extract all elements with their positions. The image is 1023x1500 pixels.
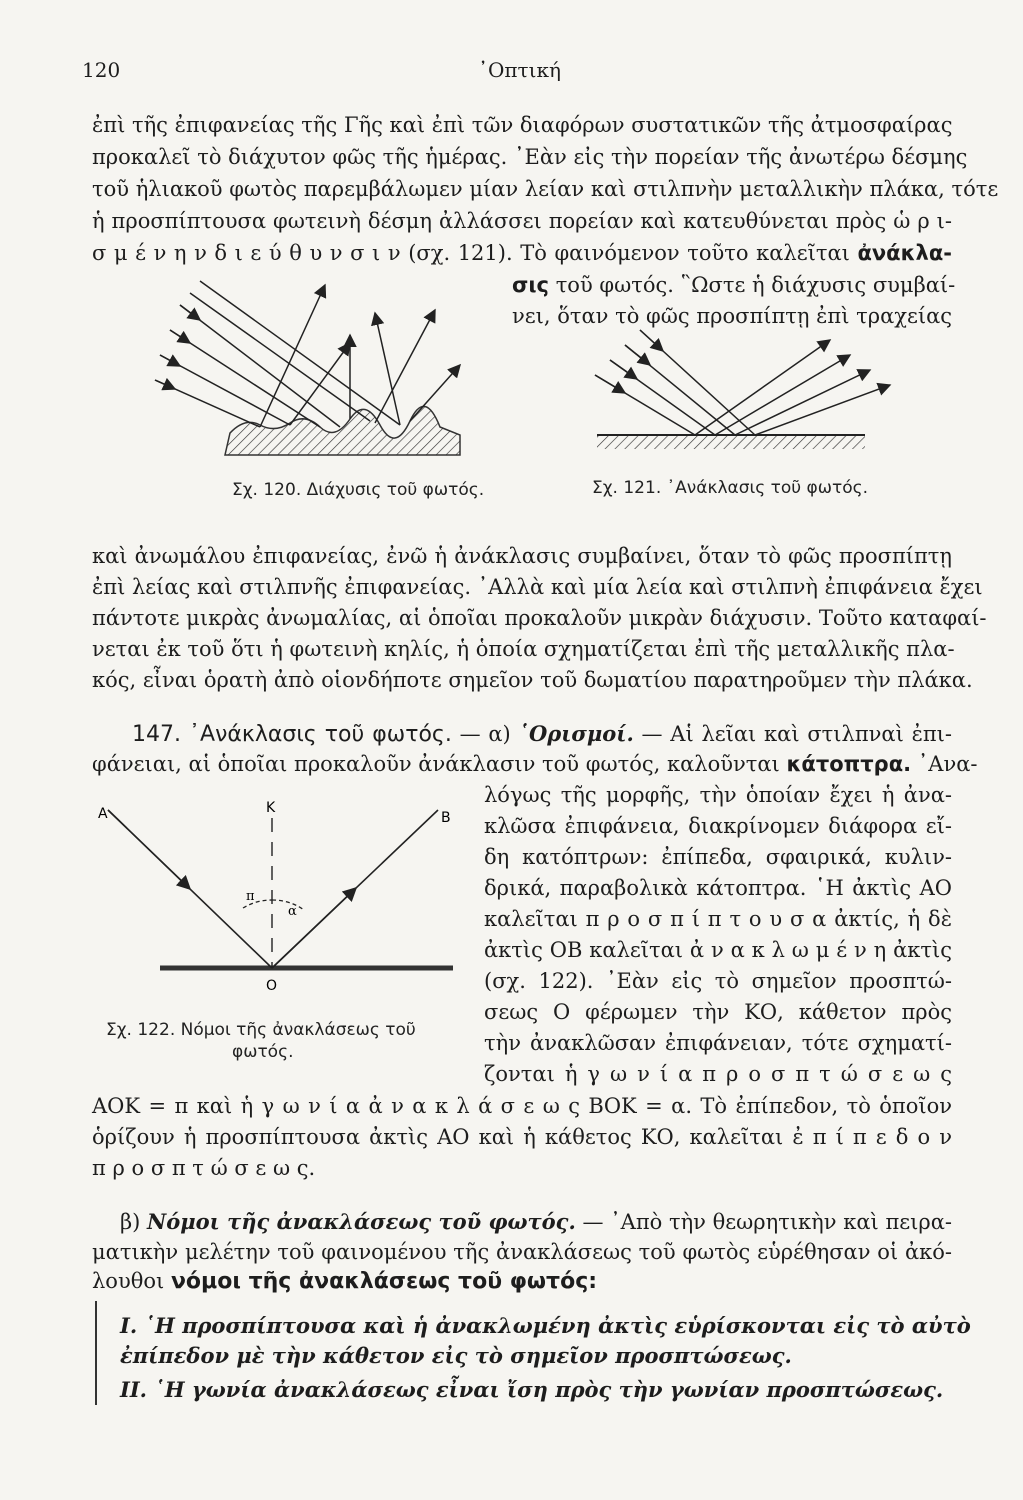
text-line: τὴν ἀνακλῶσαν ἐπιφάνειαν, τότε σχηματί- xyxy=(484,1031,952,1055)
spaced-phrase: σ μ έ ν η ν δ ι ε ύ θ υ ν σ ι ν xyxy=(92,241,401,265)
label-alpha: α xyxy=(288,904,297,919)
spaced-phrase: π ρ ο σ π ί π τ ο υ σ α xyxy=(585,907,827,931)
figure-122-caption: Σχ. 122. Νόμοι τῆς ἀνακλάσεως τοῦ xyxy=(106,1020,416,1040)
text-fragment: τοῦ φωτός. ῝Ωστε ἡ διάχυσις συμβαί- xyxy=(555,273,956,297)
text-line: προκαλεῖ τὸ διάχυτον φῶς τῆς ἡμέρας. ᾿Εὰν εἰς τὴν πορείαν τῆς ἀνωτέρω δέσμης xyxy=(92,145,968,169)
figure-ref: (σχ. 121). xyxy=(408,241,513,265)
rough-surface xyxy=(225,406,460,455)
text-fragment: ᾿Ανα- xyxy=(917,752,978,776)
text-line: ἡ προσπίπτουσα φωτεινὴ δέσμη ἀλλάσσει πορείαν καὶ κατευθύνεται πρὸς ὡ ρ ι- xyxy=(92,209,952,233)
text-line: ματικὴν μελέτην τοῦ φαινομένου τῆς ἀνακλάσεως τοῦ φωτὸς εὑρέθησαν οἱ ἀκό- xyxy=(92,1240,952,1264)
text-fragment: — ᾿Απὸ τὴν θεωρητικὴν καὶ πειρα- xyxy=(582,1210,952,1234)
spaced-phrase: ἀ ν α κ λ ω μ έ ν η xyxy=(689,938,887,962)
text-line xyxy=(512,272,956,299)
text-line: λόγως τῆς μορφῆς, τὴν ὁποίαν ἔχει ἡ ἀνα- xyxy=(484,783,952,807)
text-fragment: — Αἱ λεῖαι καὶ στιλπναὶ ἐπι- xyxy=(641,722,952,746)
text-line: δρικά, παραβολικὰ κάτοπτρα. ῾Η ἀκτὶς ΑΟ xyxy=(484,876,952,900)
laws-rule xyxy=(95,1301,97,1405)
smooth-surface xyxy=(597,435,865,449)
text-line xyxy=(484,1061,952,1088)
text-line xyxy=(484,906,952,933)
figure-122-caption-2: φωτός. xyxy=(232,1042,294,1062)
text-line xyxy=(92,240,952,267)
text-line: (σχ. 122). ᾿Εὰν εἰς τὸ σημεῖον προσπτώ- xyxy=(484,969,952,993)
text-fragment: ἀκτίς, ἡ δὲ xyxy=(834,907,952,931)
text-fragment: ΒΟΚ = α. Τὸ ἐπίπεδον, τὸ ὁποῖον xyxy=(588,1094,952,1118)
text-fragment: φάνειαι, αἱ ὁποῖαι προκαλοῦν ἀνάκλασιν τοῦ φωτός, καλοῦνται xyxy=(92,752,780,776)
law-2: II. ῾Η γωνία ἀνακλάσεως εἶναι ἴση πρὸς τὴν γωνίαν προσπτώσεως. xyxy=(120,1377,944,1402)
text-line xyxy=(92,751,978,778)
text-line: καὶ ἀνωμάλου ἐπιφανείας, ἐνῶ ἡ ἀνάκλασις συμβαίνει, ὅταν τὸ φῶς προσπίπτῃ xyxy=(92,544,952,568)
text-line: τοῦ ἡλιακοῦ φωτὸς παρεμβάλωμεν μίαν λείαν καὶ στιλπνὴν μεταλλικὴν πλάκα, τότε xyxy=(92,177,999,201)
figure-120-diffusion xyxy=(160,285,480,455)
text-line: ἐπὶ λείας καὶ στιλπνῆς ἐπιφανείας. ᾿Αλλὰ καὶ μία λεία καὶ στιλπνὴ ἐπιφάνεια ἔχει xyxy=(92,575,983,599)
term-reflection: ἀνάκλα- xyxy=(857,241,952,265)
sub-title: ῾Ορισμοί. xyxy=(518,721,634,746)
figure-121-caption: Σχ. 121. ᾿Ανάκλασις τοῦ φωτός. xyxy=(592,478,868,498)
running-title: ᾿Οπτική xyxy=(478,58,561,82)
text-fragment: ζονται ἡ xyxy=(484,1062,578,1086)
text-line xyxy=(92,1268,952,1295)
term-reflection-end: σις xyxy=(512,273,549,297)
label-O: Ο xyxy=(266,978,278,994)
text-line: νει, ὅταν τὸ φῶς προσπίπτῃ ἐπὶ τραχείας xyxy=(512,304,953,328)
text-line xyxy=(120,1208,952,1236)
text-line: σεως Ο φέρωμεν τὴν ΚΟ, κάθετον πρὸς xyxy=(484,1000,952,1024)
label-pi: π xyxy=(246,889,255,904)
text-fragment: ὁρίζουν ἡ προσπίπτουσα ἀκτὶς ΑΟ καὶ ἡ κάθετος ΚΟ, καλεῖται xyxy=(92,1125,784,1149)
figure-122-reflection-laws xyxy=(98,800,458,1000)
text-line: νεται ἐκ τοῦ ὅτι ἡ φωτεινὴ κηλίς, ἡ ὁποία σχηματίζεται ἐπὶ τῆς μεταλλικῆς πλα- xyxy=(92,637,955,661)
figure-121-reflection xyxy=(575,330,905,460)
sub-label: β) xyxy=(120,1210,141,1234)
text-line: ἐπὶ τῆς ἐπιφανείας τῆς Γῆς καὶ ἐπὶ τῶν διαφόρων συστατικῶν τῆς ἀτμοσφαίρας xyxy=(92,113,953,137)
text-line: κός, εἶναι ὁρατὴ ἀπὸ οἱονδήποτε σημεῖον τοῦ δωματίου παρατηροῦμεν τὴν πλάκα. xyxy=(92,668,973,692)
text-line: δη κατόπτρων: ἐπίπεδα, σφαιρικά, κυλιν- xyxy=(484,845,952,869)
text-fragment: ἀκτὶς xyxy=(893,938,952,962)
laws-heading: νόμοι τῆς ἀνακλάσεως τοῦ φωτός: xyxy=(170,1269,598,1294)
text-fragment: καλεῖται xyxy=(484,907,578,931)
spaced-phrase: γ ω ν ί α π ρ ο σ π τ ώ σ ε ω ς xyxy=(587,1062,952,1086)
law-1: I. ῾Η προσπίπτουσα καὶ ἡ ἀνακλωμένη ἀκτὶς εὑρίσκονται εἰς τὸ αὐτὸ xyxy=(120,1313,971,1338)
label-B: Β xyxy=(441,810,451,826)
text-line: κλῶσα ἐπιφάνεια, διακρίνομεν διάφορα εἴ- xyxy=(484,814,952,838)
text-line xyxy=(92,1124,952,1151)
label-K: Κ xyxy=(266,800,276,816)
label-A: Α xyxy=(98,806,108,822)
spaced-phrase: ἐ π ί π ε δ ο ν xyxy=(792,1125,953,1149)
text-line: π ρ ο σ π τ ώ σ ε ω ς. xyxy=(92,1156,316,1180)
text-fragment: ἀκτὶς ΟΒ καλεῖται xyxy=(484,938,684,962)
laws-title: Νόμοι τῆς ἀνακλάσεως τοῦ φωτός. xyxy=(147,1209,576,1234)
text-fragment: λουθοι xyxy=(92,1269,165,1293)
figure-120-caption: Σχ. 120. Διάχυσις τοῦ φωτός. xyxy=(232,480,485,500)
page-number: 120 xyxy=(82,58,121,82)
text-fragment: Τὸ φαινόμενον τοῦτο καλεῖται xyxy=(520,241,850,265)
section-147-line xyxy=(132,720,952,748)
law-1-cont: ἐπίπεδον μὲ τὴν κάθετον εἰς τὸ σημεῖον προσπτώσεως. xyxy=(120,1343,792,1368)
term-mirrors: κάτοπτρα. xyxy=(786,752,912,776)
sub-label: — α) xyxy=(459,722,511,746)
section-heading: 147. ᾿Ανάκλασις τοῦ φωτός. xyxy=(132,722,452,747)
spaced-phrase: γ ω ν ί α ἀ ν α κ λ ά σ ε ω ς xyxy=(261,1094,580,1118)
text-fragment: ΑΟΚ = π καὶ ἡ xyxy=(92,1094,254,1118)
text-line: πάντοτε μικρὰς ἀνωμαλίας, αἱ ὁποῖαι προκαλοῦν μικρὰν διάχυσιν. Τοῦτο καταφαί- xyxy=(92,606,987,630)
text-line xyxy=(484,937,952,964)
text-line xyxy=(92,1093,952,1120)
